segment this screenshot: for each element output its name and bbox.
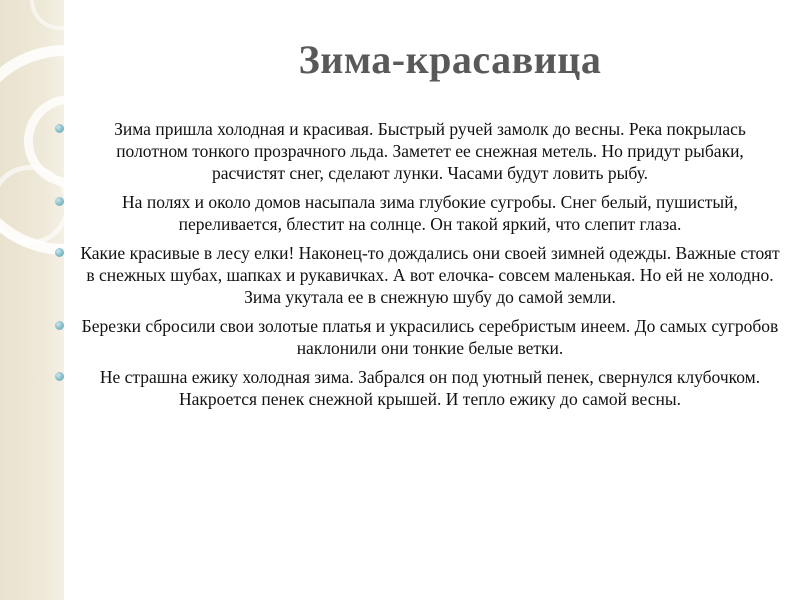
list-item (52, 366, 780, 410)
paragraph-text: Какие красивые в лесу елки! Наконец-то дождались они своей зимней одежды. Важные стоят в снежных шубах, шапках и рукавичках. А вот елочка- совсем маленькая. Но ей не холодно. Зима укутала ее в снежную шубу до самой земли. (80, 243, 780, 307)
paragraph-text: На полях и около домов насыпала зима глубокие сугробы. Снег белый, пушистый, переливается, блестит на солнце. Он такой яркий, что слепит глаза. (122, 192, 738, 234)
list-item (52, 191, 780, 235)
bullet-dot-icon (55, 321, 64, 330)
slide-title: Зима-красавица (298, 37, 602, 82)
bullet-dot-icon (55, 124, 64, 133)
paragraph-text: Березки сбросили свои золотые платья и украсились серебристым инеем. До самых сугробов наклонили они тонкие белые ветки. (81, 316, 779, 358)
paragraph-text: Зима пришла холодная и красивая. Быстрый ручей замолк до весны. Река покрылась полотном тонкого прозрачного льда. Заметет ее снежная метель. Но придут рыбаки, расчистят снег, сделают лунки. Часами будут ловить рыбу. (114, 119, 746, 183)
list-item (52, 242, 780, 308)
list-item (52, 315, 780, 359)
bullet-dot-icon (55, 197, 64, 206)
list-item (52, 118, 780, 184)
bullet-dot-icon (55, 248, 64, 257)
bullet-list (52, 118, 780, 417)
paragraph-text: Не страшна ежику холодная зима. Забрался он под уютный пенек, свернулся клубочком. Накроется пенек снежной крышей. И тепло ежику до самой весны. (99, 367, 761, 409)
bullet-dot-icon (55, 372, 64, 381)
